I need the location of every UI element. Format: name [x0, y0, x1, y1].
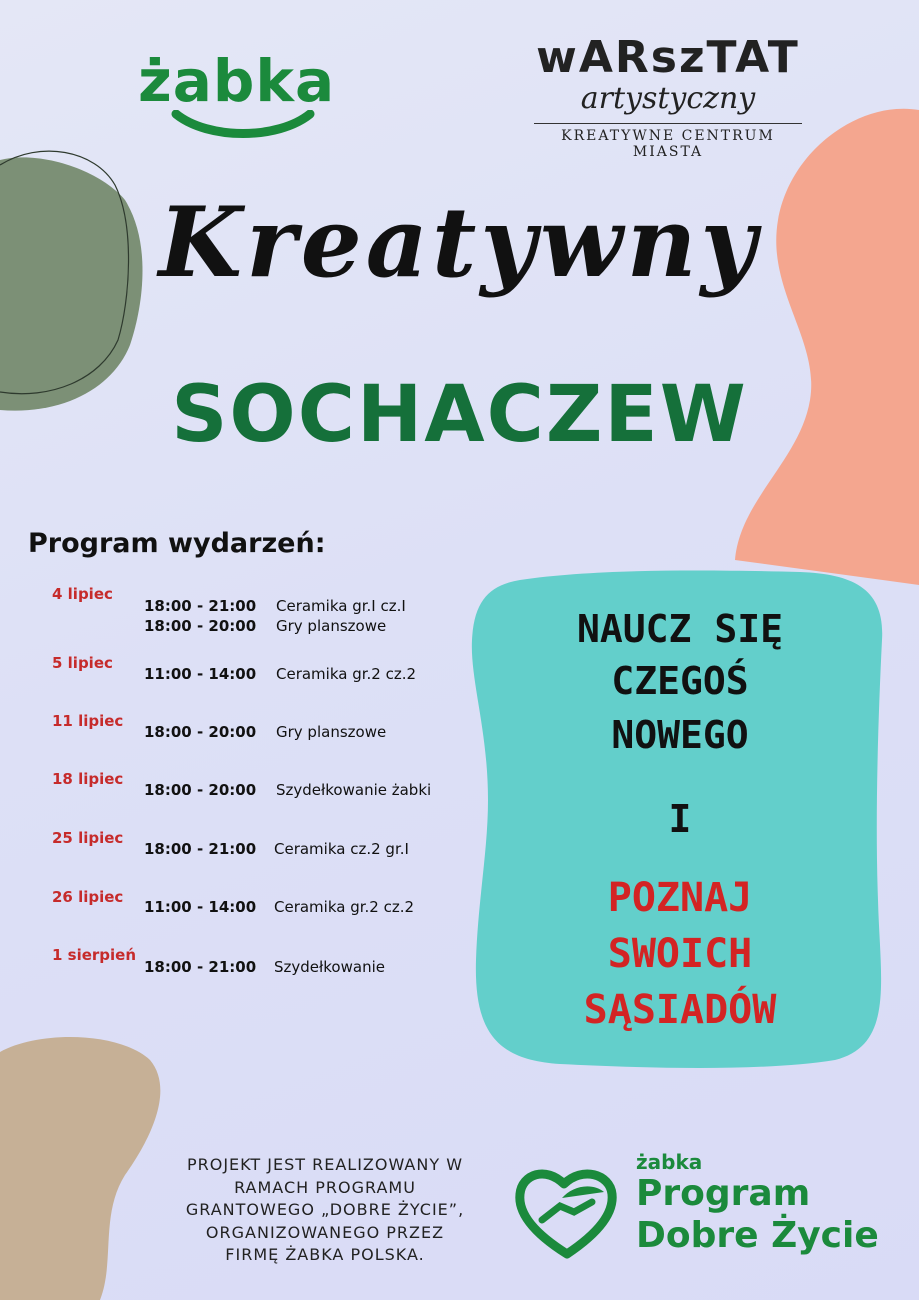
cta-line: POZNAJ	[607, 875, 753, 921]
schedule-event: Gry planszowe	[276, 617, 387, 635]
divider	[534, 123, 802, 124]
schedule-time: 18:00 - 21:00	[144, 840, 257, 858]
footer-line: GRANTOWEGO „DOBRE ŻYCIE”,	[185, 1200, 465, 1219]
program-heading: Program wydarzeń:	[28, 528, 326, 559]
program-logo-line2: Dobre Życie	[636, 1215, 879, 1256]
schedule-date: 5 lipiec	[52, 654, 113, 672]
schedule-event: Ceramika gr.I cz.I	[276, 597, 406, 615]
program-logo-brand: żabka	[636, 1150, 703, 1174]
warsztat-city: KREATYWNE CENTRUM MIASTA	[561, 128, 775, 160]
footer-line: PROJEKT JEST REALIZOWANY W	[186, 1155, 464, 1174]
schedule-time: 18:00 - 20:00	[144, 723, 257, 741]
cta-line: CZEGOŚ	[611, 659, 749, 703]
footer-line: RAMACH PROGRAMU	[234, 1177, 416, 1197]
schedule-time: 18:00 - 20:00	[144, 617, 257, 635]
schedule-date: 1 sierpień	[52, 946, 137, 964]
schedule-time: 18:00 - 21:00	[144, 958, 257, 976]
schedule-date: 25 lipiec	[52, 829, 124, 847]
schedule-event: Ceramika cz.2 gr.I	[274, 840, 409, 858]
schedule-date: 26 lipiec	[52, 888, 124, 906]
schedule-time: 11:00 - 14:00	[144, 665, 257, 683]
schedule-time: 18:00 - 21:00	[144, 597, 257, 615]
schedule-date: 18 lipiec	[52, 770, 124, 788]
cta-line: NAUCZ SIĘ	[577, 607, 783, 651]
footer-line: FIRMĘ ŻABKA POLSKA.	[225, 1245, 425, 1264]
schedule-date: 4 lipiec	[52, 585, 113, 603]
schedule-event: Szydełkowanie	[274, 958, 385, 976]
cta-line: SWOICH	[607, 931, 753, 977]
schedule-event: Ceramika gr.2 cz.2	[276, 665, 417, 683]
schedule-event: Szydełkowanie żabki	[276, 781, 432, 799]
cta-line: I	[668, 797, 692, 841]
cta-line: SĄSIADÓW	[583, 987, 777, 1033]
main-title: Kreatywny	[158, 186, 761, 299]
warsztat-title: wARszTAT	[536, 32, 800, 83]
schedule-event: Gry planszowe	[276, 723, 387, 741]
footer-text	[150, 1154, 500, 1267]
city-title: SOCHACZEW	[171, 370, 748, 460]
cta-line: NOWEGO	[611, 713, 749, 757]
zabka-logo	[138, 47, 358, 152]
schedule-event: Ceramika gr.2 cz.2	[274, 898, 415, 916]
warsztat-subtitle: artystyczny	[580, 81, 756, 116]
schedule-date: 11 lipiec	[52, 712, 124, 730]
smile-icon	[138, 110, 358, 150]
tan-blob	[0, 1037, 160, 1300]
program-logo-line1: Program	[636, 1173, 811, 1214]
schedule-time: 11:00 - 14:00	[144, 898, 257, 916]
schedule-time: 18:00 - 20:00	[144, 781, 257, 799]
footer-line: ORGANIZOWANEGO PRZEZ	[205, 1222, 445, 1242]
handshake-heart-icon	[512, 1162, 622, 1262]
warsztat-logo	[528, 32, 808, 176]
zabka-logo-text: żabka	[138, 47, 336, 115]
salmon-blob	[735, 109, 919, 585]
